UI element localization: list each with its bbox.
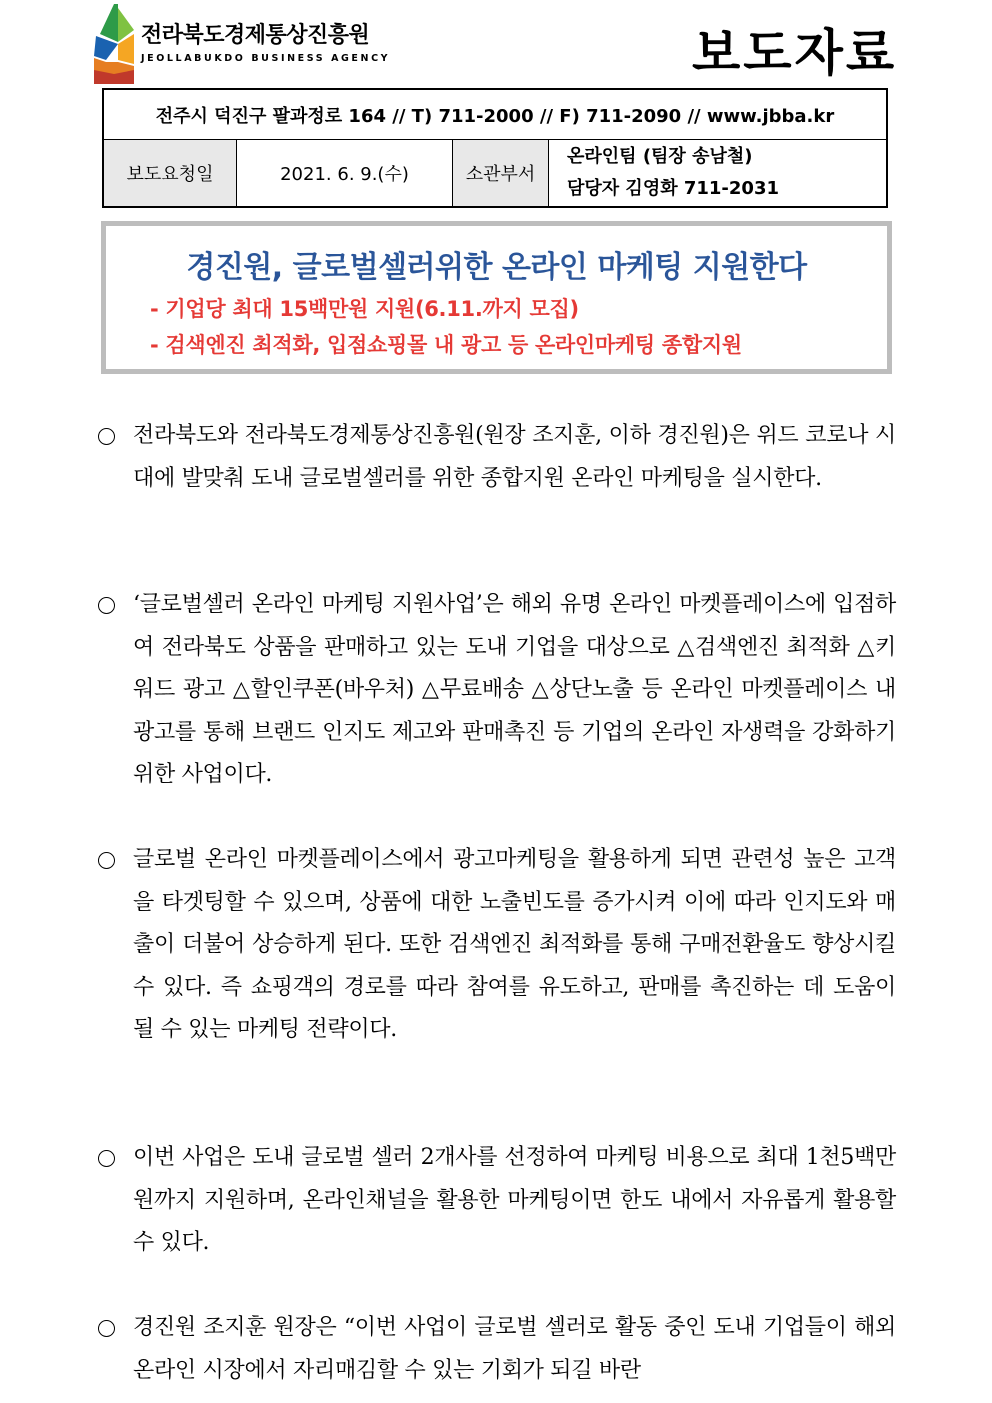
circle-bullet-icon xyxy=(98,852,115,869)
contact-line: 전주시 덕진구 팔과정로 164 // T) 711-2000 // F) 711-2090 // www.jbba.kr xyxy=(104,90,886,140)
paragraph-text: 경진원 조지훈 원장은 “이번 사업이 글로벌 셀러로 활동 중인 도내 기업들이 해외 온라인 시장에서 자리매김할 수 있는 기회가 되길 바란 xyxy=(133,1315,896,1383)
date-value: 2021. 6. 9.(수) xyxy=(237,140,453,206)
circle-bullet-icon xyxy=(98,428,115,445)
date-label: 보도요청일 xyxy=(104,140,237,206)
dept-contact: 담당자 김영화 711-2031 xyxy=(567,178,780,199)
doc-type-title: 보도자료 xyxy=(692,24,898,82)
headline-title: 경진원, 글로벌셀러위한 온라인 마케팅 지원한다 xyxy=(186,250,807,285)
info-table xyxy=(102,88,888,208)
org-logo xyxy=(94,4,394,84)
headline-box xyxy=(101,221,892,374)
logo-mark-icon xyxy=(94,4,136,84)
org-name-en: JEOLLABUKDO BUSINESS AGENCY xyxy=(141,53,391,64)
subheadline-1: - 기업당 최대 15백만원 지원(6.11.까지 모집) xyxy=(150,297,579,321)
paragraph-text: ‘글로벌셀러 온라인 마케팅 지원사업’은 해외 유명 온라인 마켓플레이스에 입점하여 전라북도 상품을 판매하고 있는 도내 기업을 대상으로 △검색엔진 최적화 △키워드 광고 △할인쿠폰(바우처) △무료배송 △상단노출 등 온라인 마켓플레이스 내 광고를 통해 브랜드 인지도 제고와 판매촉진 등 기업의 온라인 자생력을 강화하기 위한 사업이다. xyxy=(133,592,896,788)
circle-bullet-icon xyxy=(98,1150,115,1167)
org-name: 전라북도경제통상진흥원 xyxy=(141,23,370,48)
circle-bullet-icon xyxy=(98,1320,115,1337)
dept-value xyxy=(549,140,886,206)
circle-bullet-icon xyxy=(98,597,115,614)
paragraph-text: 전라북도와 전라북도경제통상진흥원(원장 조지훈, 이하 경진원)은 위드 코로나 시대에 발맞춰 도내 글로벌셀러를 위한 종합지원 온라인 마케팅을 실시한다. xyxy=(133,423,896,491)
paragraph-text: 글로벌 온라인 마켓플레이스에서 광고마케팅을 활용하게 되면 관련성 높은 고객을 타겟팅할 수 있으며, 상품에 대한 노출빈도를 증가시켜 이에 따라 인지도와 매출이 더불어 상승하게 된다. 또한 검색엔진 최적화를 통해 구매전환율도 향상시킬 수 있다. 즉 쇼핑객의 경로를 따라 참여를 유도하고, 판매를 촉진하는 데 도움이 될 수 있는 마케팅 전략이다. xyxy=(133,847,896,1043)
dept-team: 온라인팀 (팀장 송남철) xyxy=(567,146,753,167)
paragraph-text: 이번 사업은 도내 글로벌 셀러 2개사를 선정하여 마케팅 비용으로 최대 1천5백만원까지 지원하며, 온라인채널을 활용한 마케팅이면 한도 내에서 자유롭게 활용할 수 있다. xyxy=(133,1145,896,1256)
subheadline-2: - 검색엔진 최적화, 입점쇼핑몰 내 광고 등 온라인마케팅 종합지원 xyxy=(150,333,742,357)
dept-label: 소관부서 xyxy=(453,140,549,206)
